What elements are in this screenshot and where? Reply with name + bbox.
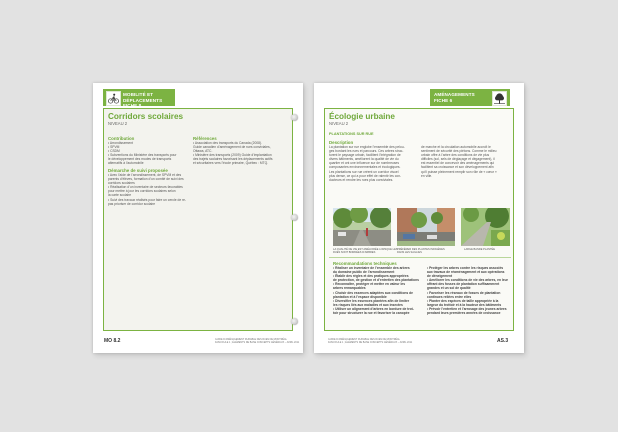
list-item: • CSDM: [108, 149, 120, 154]
list-item: corridors scolaires: [108, 181, 135, 186]
list-item: • Ministère des transports (2009) Guide d’implantation: [193, 153, 272, 158]
caption-line: LA QUALITÉ DE VIE EST AMÉLIORÉE LORSQUE LES: [333, 248, 398, 251]
list-item: • SPVM: [108, 145, 120, 150]
list-item: • Suivi des travaux réalisés pour faire un cercle de re-: [108, 197, 187, 202]
list-item: toir pour structurer la rue et favoriser la canopée: [333, 311, 410, 316]
left-page-code: MO 8.2: [104, 338, 121, 344]
caption-line: RUES SONT BORDÉES D’ARBRES: [333, 251, 376, 255]
recommandations-col1: [333, 266, 419, 315]
right-page-title: Écologie urbaine: [329, 112, 395, 121]
street-trees-photo: [333, 208, 391, 246]
binder-hole: [291, 318, 298, 325]
list-item: de protection, de gestion et d’entretien des plantations: [333, 278, 419, 283]
footer-note-line: GUIDE D’AMÉNAGEMENT DURABLE DES RUES DE MONTRÉAL: [215, 338, 287, 341]
list-item: arbres remarquables: [333, 286, 366, 291]
right-page-level: NIVEAU 2: [329, 121, 349, 126]
footer-note-line: GUIDE D’AMÉNAGEMENT DURABLE DES RUES DE MONTRÉAL: [328, 338, 400, 341]
list-item: Ottawa, ATC.: [193, 149, 213, 154]
right-header-line2: FICHE 6: [434, 97, 453, 103]
list-item: • Diversifier les essences plantées afin de limiter: [333, 298, 410, 303]
right-page-header: [430, 89, 510, 106]
list-item: est essentiel de concevoir des aménagements qui: [421, 161, 495, 166]
list-item: • Favoriser les réseaux de fosses de plantation: [427, 290, 501, 295]
list-item: • Prévoir l’entretien et l’arrosage des jeunes arbres: [427, 306, 507, 311]
description-heading: Description: [329, 140, 354, 145]
list-item: des trajets scolaires favorisant les déplacements actifs: [193, 157, 273, 162]
list-item: • Réaliser un inventaire de l’ensemble des arbres: [333, 266, 410, 270]
list-item: pour mettre à jour les corridors scolaires selon: [108, 189, 176, 194]
sidewalk-bump-photo: [397, 208, 455, 246]
right-page: [314, 83, 524, 353]
caption-line: LARGE BANDE PLANTÉE: [464, 248, 495, 251]
photo-caption-1: [333, 248, 398, 254]
list-item: composantes environnementales et écologiques.: [329, 165, 401, 170]
list-item: • Association des transports du Canada (2008).: [193, 141, 262, 145]
list-item: du domaine public de l’arrondissement: [333, 270, 395, 275]
list-item: La plantation sur rue englobe l’ensemble des pelou-: [329, 145, 405, 149]
tree-icon: [492, 91, 507, 106]
right-header-line1: AMÉNAGEMENTS: [434, 92, 475, 97]
list-item: offrant des fosses de plantation suffisamment: [427, 282, 500, 287]
contribution-list: [108, 141, 176, 166]
list-item: en ville.: [421, 173, 433, 178]
list-item: • Améliorer les conditions de vie des arbres, en leur: [427, 278, 508, 283]
binder-hole: [291, 214, 298, 221]
list-item: alternatifs à l’automobile: [108, 161, 144, 166]
list-item: • Utiliser un alignement d’arbres en bordure de trot-: [333, 306, 414, 311]
list-item: • Réalisation d’un inventaire de secteurs favorables: [108, 185, 183, 190]
list-item: quartier et ont une influence sur de nombreuses: [329, 161, 400, 166]
list-item: les risques liés aux maladies et aux insectes: [333, 302, 403, 307]
right-page-footer-note: [328, 338, 412, 344]
list-item: • Planter des espèces de taille appropriée à la: [427, 298, 499, 303]
list-item: pendant leurs premières années de croissance: [427, 311, 501, 316]
list-item: continues reliées entre elles: [427, 294, 472, 299]
left-content-frame: [103, 108, 293, 331]
recommandations-col2: [427, 266, 508, 315]
caption-line: PRÉFÉRER DES PLANTES INDIGÈNES: [397, 248, 445, 251]
list-item: • Protéger les arbres contre les risques associés: [427, 266, 504, 270]
list-item: pas prioriser de corridor scolaire: [108, 201, 156, 206]
list-item: Guide canadien d’aménagement de rues conviviales,: [193, 145, 271, 150]
list-item: divers bâtiments, améliorent la qualité de vie du: [329, 157, 399, 162]
list-item: • Reconnaître, protéger et mettre en valeur les: [333, 282, 406, 287]
caption-line: DANS LES SAILLIES: [397, 251, 422, 255]
list-item: • Arrondissement: [108, 141, 133, 145]
left-page-footer-note: [215, 338, 299, 344]
recommandations-heading: Recommandations techniques: [333, 261, 397, 266]
binder-hole: [291, 114, 298, 121]
list-item: le développement des modes de transports: [108, 157, 172, 162]
list-item: ducteurs et rendre les rues plus conviviales.: [329, 177, 394, 182]
list-item: sentiment de sécurité des piétons. Comme le milieu: [421, 149, 497, 154]
list-item: ges bordant les rues et parcours. Ces arbres struc-: [329, 149, 404, 154]
left-page-title: Corridors scolaires: [108, 112, 184, 121]
bicycle-icon: [106, 91, 121, 106]
list-item: de marche et la circulation automobile accroît le: [421, 145, 491, 149]
list-item: • Choisir des essences adaptées aux conditions de: [333, 290, 413, 295]
list-item: turent le paysage urbain, facilitent l’intégration de: [329, 153, 401, 158]
left-page: [93, 83, 303, 353]
photo-caption-2: [397, 248, 445, 254]
left-header-line2: FICHE 8: [123, 103, 142, 109]
planted-strip-photo: [461, 208, 510, 246]
description-col2: [421, 145, 497, 178]
right-page-code: AS.3: [497, 338, 509, 344]
list-item: • Établir des règles et des pratiques appropriées: [333, 274, 409, 279]
references-heading: Références: [193, 136, 217, 141]
list-item: largeur du trottoir et à la hauteur des bâtiments: [427, 302, 502, 307]
demarche-heading: Démarche de suivi proposée: [108, 168, 168, 173]
list-item: la carte scolaire: [108, 193, 132, 198]
list-item: difficiles (sol, sels de déglaçage et dégagement), il: [421, 157, 495, 162]
list-item: plus dense, ce qui a pour effet de ralentir les con-: [329, 173, 402, 178]
list-item: • Avec l’aide de l’arrondissement, de SPVM et des: [108, 173, 182, 177]
list-item: facilitent sa croissance et son développement afin: [421, 165, 494, 170]
footer-note-line: FASCICULE 1 ; ÉLÉMENTS DE BASE CONCEPTS GÉNÉRAUX – AVRIL 2011: [215, 341, 300, 344]
demarche-list: [108, 173, 186, 206]
section-subtitle: PLANTATIONS SUR RUE: [329, 132, 374, 136]
contribution-heading: Contribution: [108, 136, 135, 141]
list-item: Les plantations sur rue créent un corridor visuel: [329, 169, 399, 174]
photo-caption-3: [464, 248, 495, 251]
list-item: • Subventions du Ministère des transports pour: [108, 153, 177, 158]
list-item: urbain offre à l’arbre des conditions de vie plus: [421, 153, 490, 158]
list-item: et sécuritaires vers l’école primaire, Québec : MTQ.: [193, 161, 269, 166]
list-item: grandes et un sol de qualité: [427, 286, 471, 291]
list-item: de déneigement: [427, 274, 453, 279]
left-header-line1: MOBILITÉ ET DÉPLACEMENTS: [123, 92, 163, 103]
description-col1: [329, 145, 405, 182]
references-list: [193, 141, 273, 166]
list-item: qu’il puisse pleinement remplir son rôle de « cœur »: [421, 169, 497, 174]
list-item: parents d’élèves, formation d’un comité de suivi des: [108, 177, 184, 182]
section-divider: [329, 257, 511, 258]
footer-note-line: FASCICULE 1 ; ÉLÉMENTS DE BASE CONCEPTS GÉNÉRAUX – AVRIL 2011: [328, 341, 413, 344]
list-item: aux travaux de réaménagement et aux opérations: [427, 270, 505, 275]
left-page-level: NIVEAU 2: [108, 121, 128, 126]
left-page-header: [103, 89, 175, 109]
list-item: plantation et à l’espace disponible: [333, 294, 387, 299]
